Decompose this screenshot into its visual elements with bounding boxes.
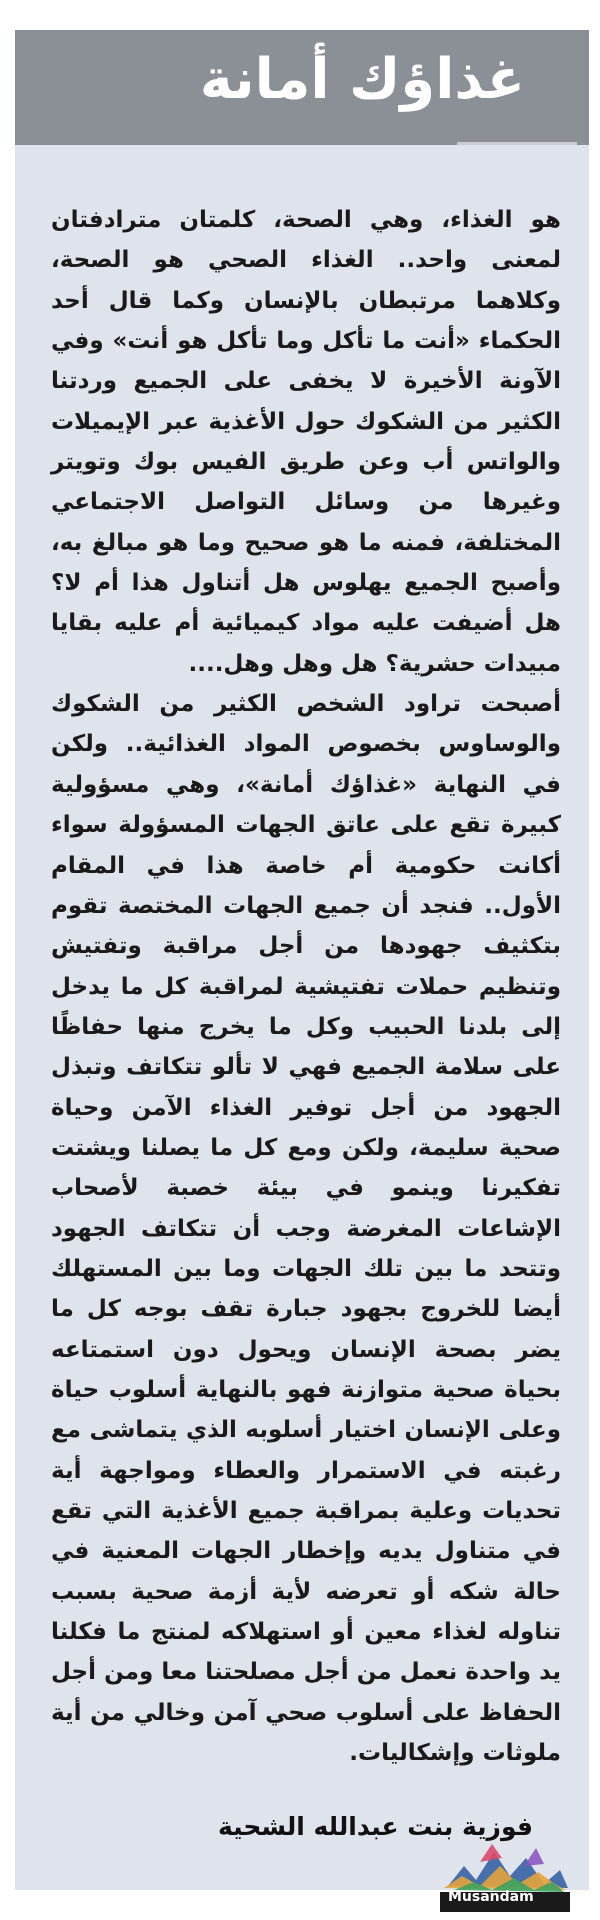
logo-wordmark: Musandam (448, 1889, 534, 1905)
article-paragraph: هو الغذاء، وهي الصحة، كلمتان مترادفتان لمعنى واحد.. الغذاء الصحي هو الصحة، وكلاهما مرتبطان بالإنسان وكما قال أحد الحكماء «أنت ما تأكل وما تأكل هو أنت» وفي الآونة الأخيرة لا يخفى على الجميع وردتنا الكثير من الشكوك حول الأغذية عبر الإيميلات والواتس أب وعن طريق الفيس بوك وتويتر وغيرها من وسائل التواصل الاجتماعي المختلفة، فمنه ما هو صحيح وما هو مبالغ به، وأصبح الجميع يهلوس هل أتناول هذا أم لا؟ هل أضيفت عليه مواد كيميائية أم عليه بقايا مبيدات حشرية؟ هل وهل وهل.... (51, 207, 561, 677)
article-body (51, 200, 561, 1773)
column-header (15, 30, 589, 145)
author-name: فوزية بنت عبدالله الشحية (218, 1812, 533, 1841)
column-title: غذاؤك أمانة (199, 47, 525, 112)
article-paragraph: أصبحت تراود الشخص الكثير من الشكوك والوساوس بخصوص المواد الغذائية.. ولكن في النهاية «غذاؤك أمانة»، وهي مسؤولية كبيرة تقع على عاتق الجهات المسؤولة سواء أكانت حكومية أم خاصة هذا في المقام الأول.. فنجد أن جميع الجهات المختصة تقوم بتكثيف جهودها من أجل مراقبة وتفتيش وتنظيم حملات تفتيشية لمراقبة كل ما يدخل إلى بلدنا الحبيب وكل ما يخرج منها حفاظًا على سلامة الجميع فهي لا تألو تتكاتف وتبذل الجهود من أجل توفير الغذاء الآمن وحياة صحية سليمة، ولكن ومع كل ما يصلنا ويشتت تفكيرنا وينمو في بيئة خصبة لأصحاب الإشاعات المغرضة وجب أن تتكاتف الجهود وتتحد ما بين تلك الجهات وما بين المستهلك أيضا للخروج بجهود جبارة تقف بوجه كل ما يضر بصحة الإنسان ويحول دون استمتاعه بحياة صحية متوازنة فهو بالنهاية أسلوب حياة وعلى الإنسان اختيار أسلوبه الذي يتماشى مع رغبته في الاستمرار والعطاء ومواجهة أية تحديات وعلية بمراقبة جميع الأغذية التي تقع في متناول يديه وإخطار الجهات المعنية في حالة شكه أو تعرضه لأية أزمة صحية بسبب تناوله لغذاء معين أو استهلاكه لمنتج ما فكلنا يد واحدة نعمل من أجل مصلحتنا معا ومن أجل الحفاظ على أسلوب صحي آمن وخالي من أية ملوثات وإشكاليات. (51, 691, 561, 1767)
header-divider (457, 142, 577, 145)
opinion-column (15, 30, 589, 1890)
